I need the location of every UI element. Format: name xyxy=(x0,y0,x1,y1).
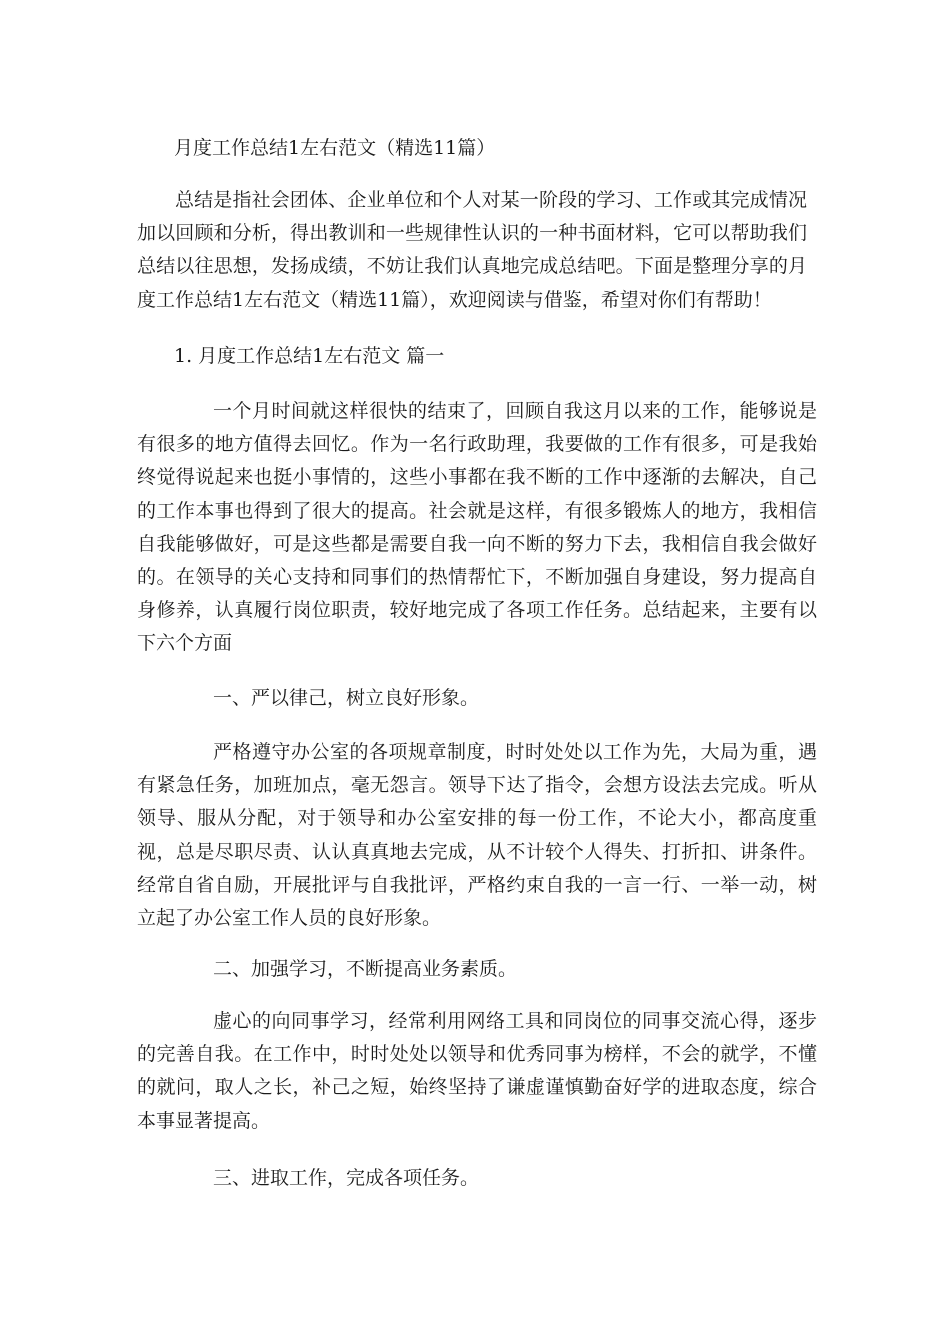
subheading-2: 二、加强学习，不断提高业务素质。 xyxy=(213,958,518,980)
subheading-3: 三、进取工作，完成各项任务。 xyxy=(213,1167,480,1189)
body-paragraph-2: 严格遵守办公室的各项规章制度，时时处处以工作为先，大局为重，遇有紧急任务，加班加点，毫无怨言。领导下达了指令，会想方设法去完成。听从领导、服从分配，对于领导和办公室安排的每一份工作，不论大小，都高度重视，总是尽职尽责、认认真真地去完成，从不计较个人得失、打折扣、讲条件。经常自省自励，开展批评与自我批评，严格约束自我的一言一行、一举一动，树立起了办公室工作人员的良好形象。 xyxy=(137,741,817,930)
section-title: 1. 月度工作总结1左右范文 篇一 xyxy=(174,345,445,367)
document-title: 月度工作总结1左右范文（精选11篇） xyxy=(174,137,496,159)
body-paragraph-3: 虚心的向同事学习，经常利用网络工具和同岗位的同事交流心得，逐步的完善自我。在工作中，时时处处以领导和优秀同事为榜样，不会的就学，不懂的就问，取人之长，补己之短，始终坚持了谦虚谨慎勤奋好学的进取态度，综合本事显著提高。 xyxy=(137,1010,817,1132)
intro-paragraph: 总结是指社会团体、企业单位和个人对某一阶段的学习、工作或其完成情况加以回顾和分析，得出教训和一些规律性认识的一种书面材料，它可以帮助我们总结以往思想，发扬成绩，不妨让我们认真地完成总结吧。下面是整理分享的月度工作总结1左右范文（精选11篇），欢迎阅读与借鉴，希望对你们有帮助！ xyxy=(137,189,807,311)
body-paragraph-1: 一个月时间就这样很快的结束了，回顾自我这月以来的工作，能够说是有很多的地方值得去回忆。作为一名行政助理，我要做的工作有很多，可是我始终觉得说起来也挺小事情的，这些小事都在我不断的工作中逐渐的去解决，自己的工作本事也得到了很大的提高。社会就是这样，有很多锻炼人的地方，我相信自我能够做好，可是这些都是需要自我一向不断的努力下去，我相信自我会做好的。在领导的关心支持和同事们的热情帮忙下，不断加强自身建设，努力提高自身修养，认真履行岗位职责，较好地完成了各项工作任务。总结起来，主要有以下六个方面 xyxy=(137,400,817,655)
subheading-1: 一、严以律己，树立良好形象。 xyxy=(213,687,480,709)
